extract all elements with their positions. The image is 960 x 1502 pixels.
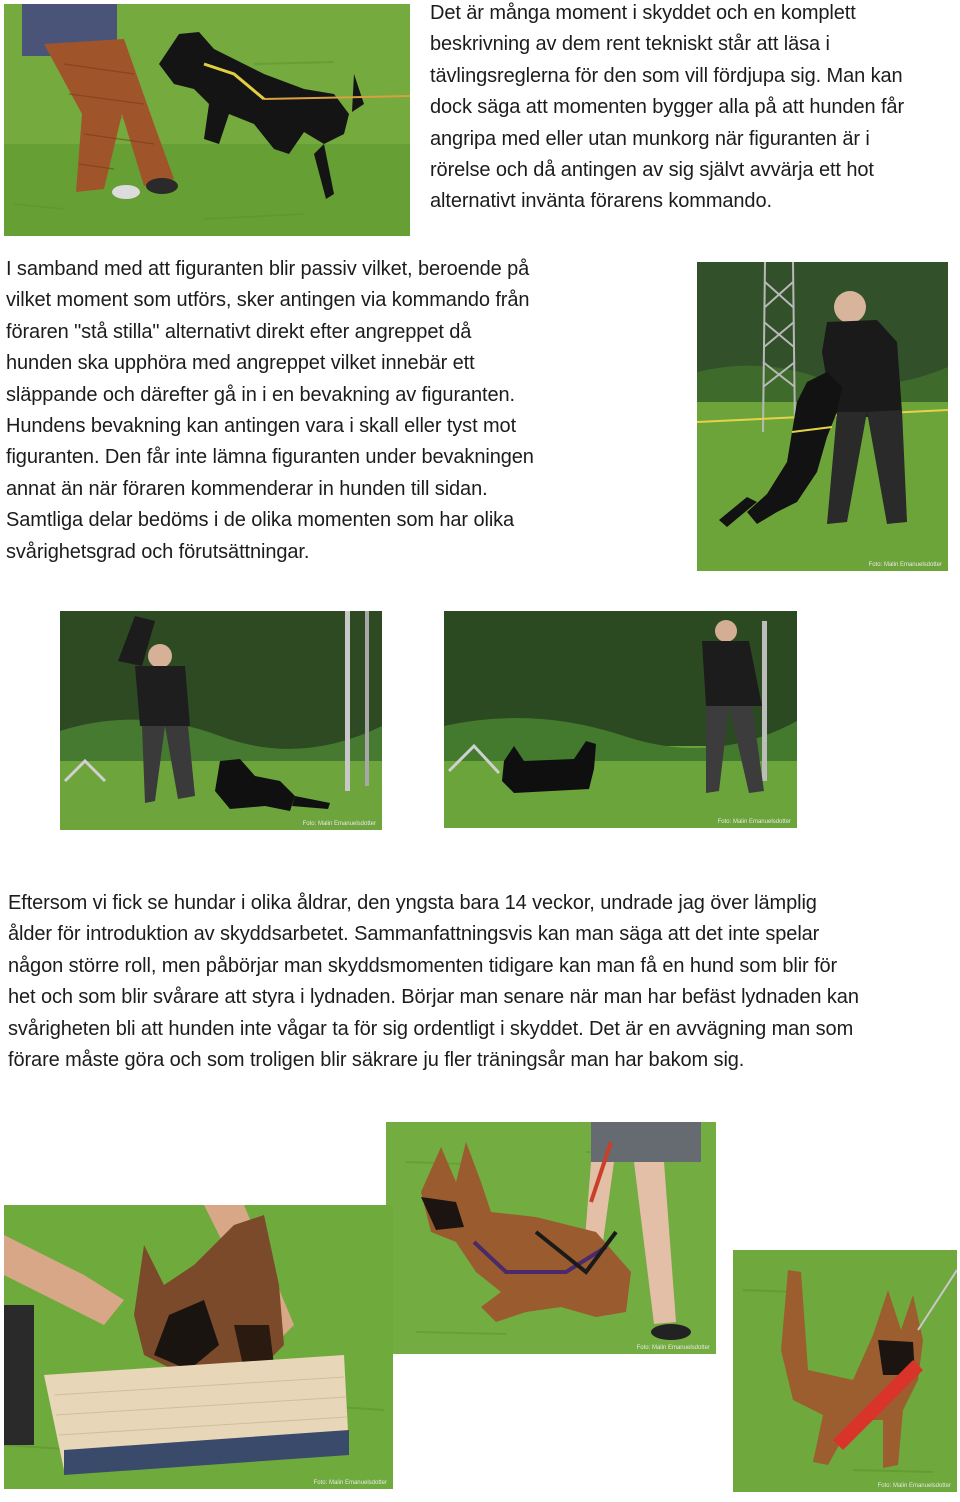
photo-dog-guarding-helper bbox=[697, 262, 948, 571]
text-line: alternativt invänta förarens kommando. bbox=[430, 190, 772, 213]
text-line: rörelse och då antingen av sig självt avvärja ett hot bbox=[430, 159, 874, 182]
text-line: hunden ska upphöra med angreppet vilket innebär ett bbox=[6, 352, 475, 375]
text-line: dock säga att momenten bygger alla på att hunden får bbox=[430, 96, 904, 119]
text-line: svårighetsgrad och förutsättningar. bbox=[6, 540, 310, 563]
photo-dog-on-guard bbox=[444, 611, 797, 828]
text-line: annat än när föraren kommenderar in hunden till sidan. bbox=[6, 477, 488, 500]
text-line: Eftersom vi fick se hundar i olika åldrar, den yngsta bara 14 veckor, undrade jag över lämplig bbox=[8, 892, 817, 914]
text-line: figuranten. Den får inte lämna figuranten under bevakningen bbox=[6, 446, 534, 469]
text-line: angripa med eller utan munkorg när figuranten är i bbox=[430, 127, 870, 150]
paragraph-guard bbox=[6, 254, 534, 568]
photo-credit: Foto: Malin Emanuelsdotter bbox=[877, 1483, 951, 1489]
paragraph-intro bbox=[430, 0, 904, 218]
photo-credit: Foto: Malin Emanuelsdotter bbox=[636, 1345, 710, 1351]
text-line: Hundens bevakning kan antingen vara i skall eller tyst mot bbox=[6, 415, 517, 438]
photo-credit: Foto: Malin Emanuelsdotter bbox=[313, 1480, 387, 1486]
photo-dog-attack bbox=[4, 4, 410, 236]
text-line: någon större roll, men påbörjar man skyddsmomenten tidigare kan man få en hund som blir för bbox=[8, 954, 838, 977]
text-line: Samtliga delar bedöms i de olika momenten som har olika bbox=[6, 509, 515, 532]
text-line: het och som blir svårare att styra i lydnaden. Börjar man senare när man har befäst lydnaden kan bbox=[8, 986, 859, 1009]
text-line: vilket moment som utförs, sker antingen via kommando från bbox=[6, 289, 530, 312]
photo-credit: Foto: Malin Emanuelsdotter bbox=[302, 821, 376, 827]
text-line: ålder för introduktion av skyddsarbetet. Sammanfattningsvis kan man säga att det inte spelar bbox=[8, 923, 820, 946]
text-line: I samband med att figuranten blir passiv vilket, beroende på bbox=[6, 258, 530, 280]
text-line: Det är många moment i skyddet och en komplett bbox=[430, 2, 856, 24]
paragraph-age bbox=[8, 888, 859, 1076]
text-line: tävlingsreglerna för den som vill fördjupa sig. Man kan bbox=[430, 64, 903, 87]
photo-puppy-harness bbox=[386, 1122, 716, 1354]
photo-credit: Foto: Malin Emanuelsdotter bbox=[717, 819, 791, 825]
text-line: förare måste göra och som troligen blir säkrare ju fler träningsår man har bakom sig. bbox=[8, 1049, 745, 1072]
text-line: släppande och därefter gå in i en bevakning av figuranten. bbox=[6, 383, 516, 406]
text-line: föraren "stå stilla" alternativt direkt efter angreppet då bbox=[6, 320, 472, 343]
text-line: beskrivning av dem rent tekniskt står att läsa i bbox=[430, 33, 830, 56]
text-line: svårigheten bli att hunden inte vågar ta för sig ordentligt i skyddet. Det är en avvägning man som bbox=[8, 1017, 854, 1040]
photo-puppy-red-tug bbox=[733, 1250, 957, 1492]
photo-helper-raising-arm bbox=[60, 611, 382, 830]
photo-puppy-bite-pillow bbox=[4, 1205, 393, 1489]
photo-credit: Foto: Malin Emanuelsdotter bbox=[868, 562, 942, 568]
